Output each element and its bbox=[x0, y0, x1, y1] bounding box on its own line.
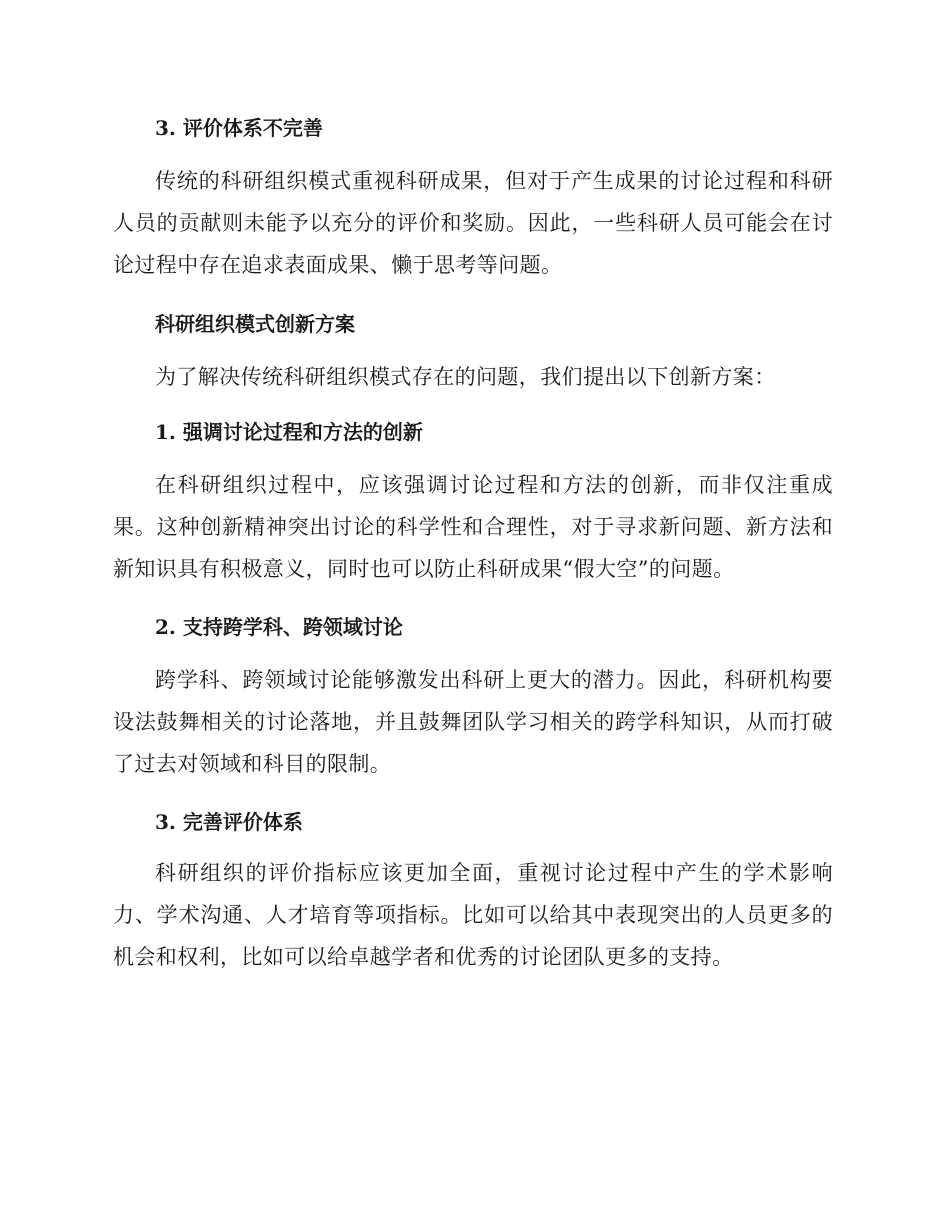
paragraph-innovation-intro: 为了解决传统科研组织模式存在的问题，我们提出以下创新方案： bbox=[155, 365, 776, 389]
paragraph-interdisciplinary: 跨学科、跨领域讨论能够激发出科研上更大的潜力。因此，科研机构要设法鼓舞相关的讨论落地，并且鼓舞团队学习相关的跨学科知识，从而打破了过去对领域和科目的限制。 bbox=[113, 668, 833, 776]
heading-evaluation-problem: 3. 评价体系不完善 bbox=[155, 116, 323, 140]
paragraph-method-innovation: 在科研组织过程中，应该强调讨论过程和方法的创新，而非仅注重成果。这种创新精神突出讨论的科学性和合理性，对于寻求新问题、新方法和新知识具有积极意义，同时也可以防止科研成果“假大空”的问题。 bbox=[113, 473, 833, 581]
paragraph-evaluation-problem: 传统的科研组织模式重视科研成果，但对于产生成果的讨论过程和科研人员的贡献则未能予以充分的评价和奖励。因此，一些科研人员可能会在讨论过程中存在追求表面成果、懒于思考等问题。 bbox=[113, 169, 833, 277]
heading-interdisciplinary: 2. 支持跨学科、跨领域讨论 bbox=[155, 615, 403, 639]
heading-evaluation-improve: 3. 完善评价体系 bbox=[155, 810, 303, 834]
heading-method-innovation: 1. 强调讨论过程和方法的创新 bbox=[155, 420, 423, 444]
paragraph-evaluation-improve: 科研组织的评价指标应该更加全面，重视讨论过程中产生的学术影响力、学术沟通、人才培育等项指标。比如可以给其中表现突出的人员更多的机会和权利，比如可以给卓越学者和优秀的讨论团队更多的支持。 bbox=[113, 861, 833, 969]
heading-innovation-plan: 科研组织模式创新方案 bbox=[155, 312, 355, 336]
